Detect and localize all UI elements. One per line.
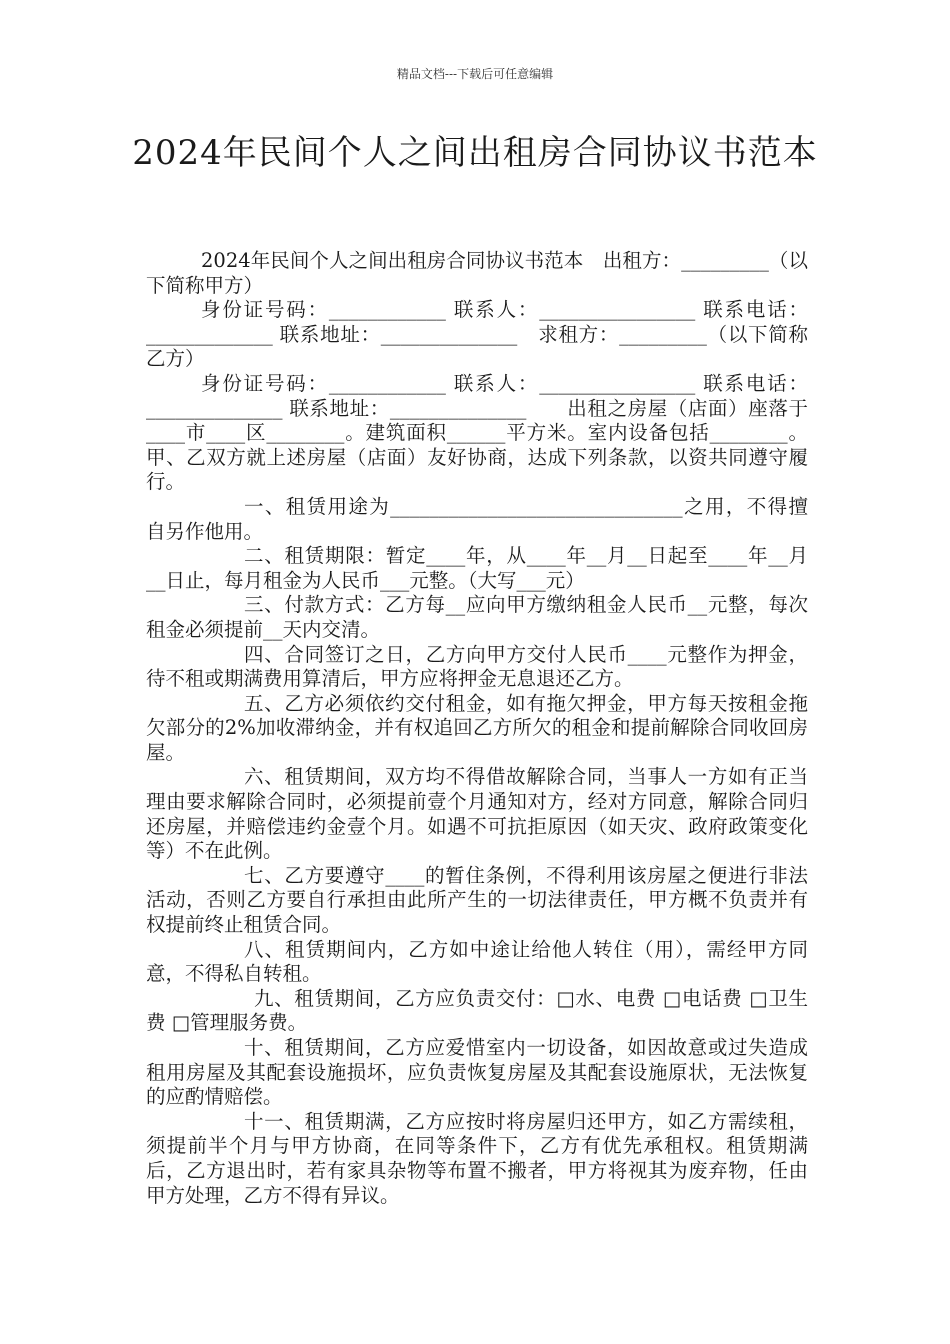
clause-9-paragraph: 九、租赁期间，乙方应负责交付：□水、电费 □电话费 □卫生费 □管理服务费。 [146, 986, 808, 1035]
document-body [146, 249, 808, 1208]
clause-5-paragraph: 五、乙方必须依约交付租金，如有拖欠押金，甲方每天按租金拖欠部分的2%加收滞纳金，并有权追回乙方所欠的租金和提前解除合同收回房屋。 [146, 691, 808, 764]
party-a-details-paragraph: 身份证号码：____________ 联系人：________________ 联系电话：_____________ 联系地址：______________ 求租方：_________（以下简称乙方） [146, 298, 808, 371]
clause-2-paragraph: 二、租赁期限：暂定____年，从____年__月__日起至____年__月__日止，每月租金为人民币___元整。（大写___元） [146, 544, 808, 592]
clause-11-paragraph: 十一、租赁期满，乙方应按时将房屋归还甲方，如乙方需续租，须提前半个月与甲方协商，在同等条件下，乙方有优先承租权。租赁期满后，乙方退出时，若有家具杂物等布置不搬者，甲方将视其为废弃物，任由甲方处理，乙方不得有异议。 [146, 1109, 808, 1207]
clause-1-paragraph: 一、租赁用途为______________________________之用，不得擅自另作他用。 [146, 494, 808, 543]
clause-3-paragraph: 三、付款方式：乙方每__应向甲方缴纳租金人民币__元整，每次租金必须提前__天内交清。 [146, 593, 808, 641]
clause-4-paragraph: 四、合同签订之日，乙方向甲方交付人民币____元整作为押金，待不租或期满费用算清后，甲方应将押金无息退还乙方。 [146, 642, 808, 691]
clause-10-paragraph: 十、租赁期间，乙方应爱惜室内一切设备，如因故意或过失造成租用房屋及其配套设施损坏，应负责恢复房屋及其配套设施原状，无法恢复的应酌情赔偿。 [146, 1036, 808, 1109]
party-a-intro-paragraph: 2024年民间个人之间出租房合同协议书范本 出租方：_________（以下简称甲方） [146, 249, 808, 297]
clause-8-paragraph: 八、租赁期间内，乙方如中途让给他人转住（用），需经甲方同意，不得私自转租。 [146, 937, 808, 986]
page-header-note: 精品文档---下载后可任意编辑 [396, 67, 554, 81]
clause-7-paragraph: 七、乙方要遵守____的暂住条例，不得利用该房屋之便进行非法活动，否则乙方要自行承担由此所产生的一切法律责任，甲方概不负责并有权提前终止租赁合同。 [146, 863, 808, 937]
clause-6-paragraph: 六、租赁期间，双方均不得借故解除合同，当事人一方如有正当理由要求解除合同时，必须提前壹个月通知对方，经对方同意，解除合同归还房屋，并赔偿违约金壹个月。如遇不可抗拒原因（如天灾、政府政策变化等）不在此例。 [146, 765, 808, 863]
party-b-details-paragraph: 身份证号码：____________ 联系人：________________ 联系电话：______________ 联系地址：______________ 出租之房屋（店面）座落于____市____区________。建筑面积______平方米。室内设备包括________。甲、乙双方就上述房屋（店面）友好协商，达成下列条款，以资共同遵守履行。 [146, 371, 808, 494]
document-title: 2024年民间个人之间出租房合同协议书范本 [132, 133, 818, 173]
